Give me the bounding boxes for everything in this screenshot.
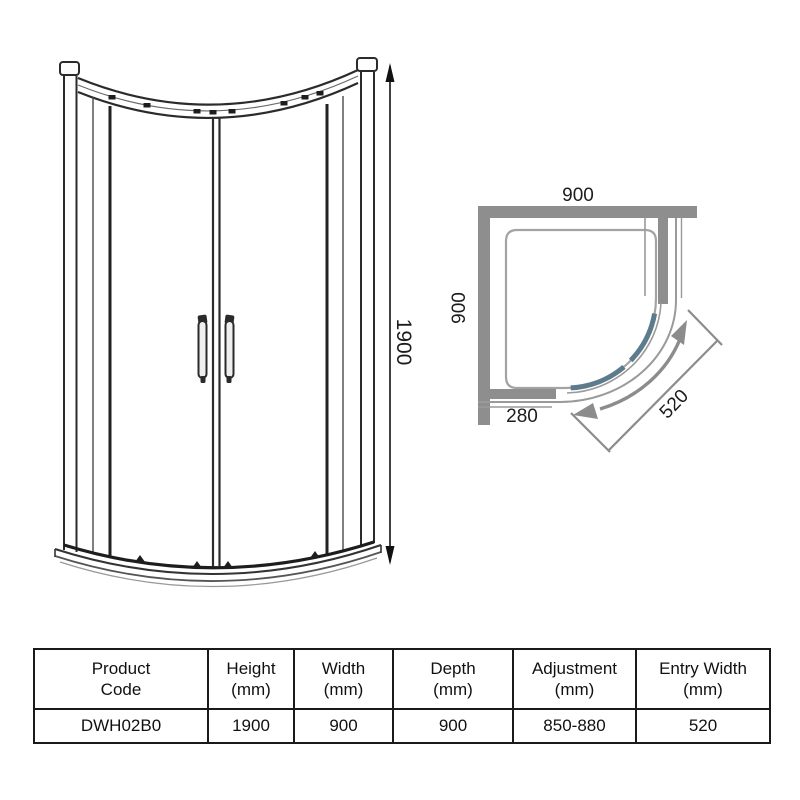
cell-adjustment: 850-880: [513, 709, 636, 743]
right-profile-cap: [357, 58, 377, 71]
entry-extension-line-bottom: [571, 413, 610, 452]
motion-arrow-head-down-icon: [573, 403, 598, 419]
header-line: Adjustment: [531, 658, 618, 678]
height-dimension-label: 1900: [392, 318, 415, 366]
height-arrow-down-icon: [386, 546, 395, 565]
header-entry-width: [636, 649, 770, 709]
cell-width: 900: [294, 709, 393, 743]
entry-dimension-label: 520: [655, 385, 693, 424]
top-wall: [478, 206, 697, 218]
left-profile-cap: [60, 62, 79, 75]
front-elevation-view: [55, 58, 415, 587]
entry-dimension-line: [609, 341, 717, 450]
entry-width-dimension: [571, 310, 722, 452]
top-rail-lower-curve: [78, 83, 358, 118]
header-line: (mm): [433, 680, 473, 699]
plan-view: [449, 185, 722, 452]
side-panel-dimension-label: 280: [506, 406, 538, 427]
header-line: (mm): [554, 680, 595, 699]
header-line: (mm): [231, 680, 271, 699]
table-header-row: [34, 649, 770, 709]
cell-height: 1900: [208, 709, 294, 743]
plan-width-label: 900: [562, 185, 594, 206]
header-depth: [393, 649, 513, 709]
header-line: (mm): [683, 680, 723, 699]
header-line: Product: [91, 658, 151, 678]
height-dimension: [386, 63, 416, 565]
bottom-panel-glass-bar: [490, 389, 556, 399]
header-height: [208, 649, 294, 709]
right-panel-glass-bar: [658, 218, 668, 304]
header-line: Height: [226, 658, 276, 678]
header-product-code: [34, 649, 208, 709]
cell-entry-width: 520: [636, 709, 770, 743]
table-data-row: [34, 709, 770, 743]
height-arrow-up-icon: [386, 63, 395, 82]
cell-depth: 900: [393, 709, 513, 743]
left-door-handle: [197, 314, 207, 383]
outer-frame-track: [478, 218, 676, 402]
header-line: Depth: [430, 658, 476, 678]
header-adjustment: [513, 649, 636, 709]
header-width: [294, 649, 393, 709]
header-line: Entry Width: [659, 658, 747, 678]
header-line: (mm): [323, 680, 364, 699]
header-line: Width: [321, 658, 366, 678]
left-wall: [478, 206, 490, 425]
plan-depth-label: 900: [449, 292, 470, 324]
entry-extension-line-top: [688, 310, 722, 345]
door-track-arc: [567, 303, 661, 393]
header-line: Code: [100, 680, 142, 699]
specification-table: [33, 648, 771, 744]
cell-product-code: DWH02B0: [34, 709, 208, 743]
right-door-handle: [224, 314, 234, 383]
sliding-door-two-arc: [571, 367, 624, 388]
